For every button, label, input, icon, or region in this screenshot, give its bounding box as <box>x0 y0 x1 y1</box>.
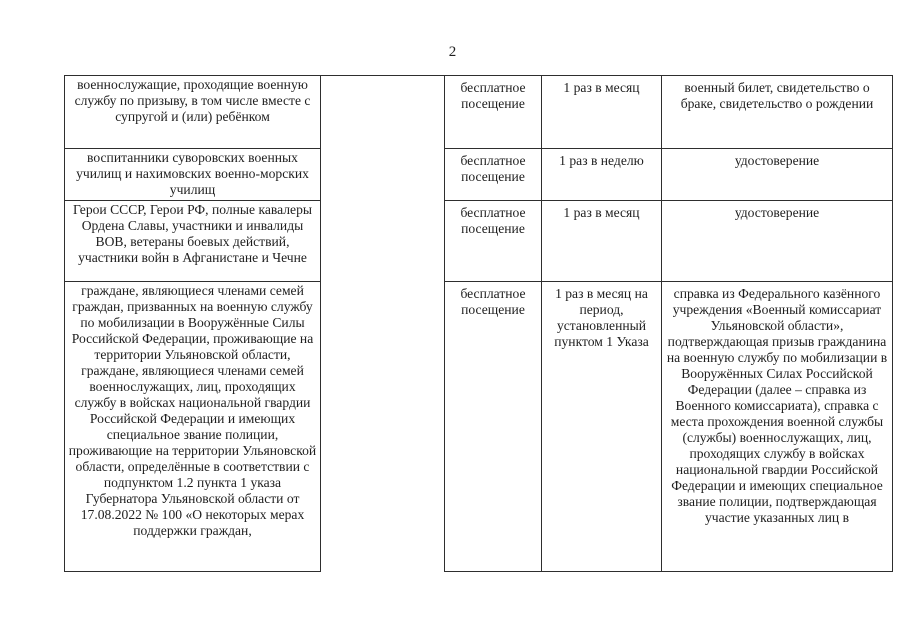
table-row <box>65 282 893 572</box>
category-cell: Герои СССР, Герои РФ, полные кавалеры Ордена Славы, участники и инвалиды ВОВ, ветераны боевых действий, участники войн в Афганистане и Чечне <box>65 201 321 282</box>
empty-cell <box>321 282 445 572</box>
visit-cell: бесплатное посещение <box>445 76 542 149</box>
empty-cell <box>321 149 445 201</box>
benefits-table <box>64 75 893 572</box>
frequency-cell: 1 раз в месяц <box>542 76 662 149</box>
category-cell: военнослужащие, проходящие военную службу по призыву, в том числе вместе с супругой и (или) ребёнком <box>65 76 321 149</box>
category-cell: граждане, являющиеся членами семей граждан, призванных на военную службу по мобилизации в Вооружённые Силы Российской Федерации, проживающие на территории Ульяновской области, граждане, являющиеся членами семей военнослужащих, лиц, проходящих службу в войсках национальной гвардии Российской Федерации и имеющих специальное звание полиции, проживающие на территории Ульяновской области, определённые в соответствии с подпунктом 1.2 пункта 1 указа Губернатора Ульяновской области от 17.08.2022 № 100 «О некоторых мерах поддержки граждан, <box>65 282 321 572</box>
table-row <box>65 149 893 201</box>
empty-cell <box>321 76 445 149</box>
table-row <box>65 201 893 282</box>
frequency-cell: 1 раз в неделю <box>542 149 662 201</box>
visit-cell: бесплатное посещение <box>445 149 542 201</box>
visit-cell: бесплатное посещение <box>445 201 542 282</box>
table-row <box>65 76 893 149</box>
documents-cell: удостоверение <box>662 201 893 282</box>
documents-cell: военный билет, свидетельство о браке, свидетельство о рождении <box>662 76 893 149</box>
frequency-cell: 1 раз в месяц на период, установленный пунктом 1 Указа <box>542 282 662 572</box>
empty-cell <box>321 201 445 282</box>
category-cell: воспитанники суворовских военных училищ и нахимовских военно-морских училищ <box>65 149 321 201</box>
page-number: 2 <box>448 44 457 60</box>
documents-cell: справка из Федерального казённого учреждения «Военный комиссариат Ульяновской области», подтверждающая призыв гражданина на военную службу по мобилизации в Вооружённых Силах Российской Федерации (далее – справка из Военного комиссариата), справка с места прохождения военной службы (службы) военнослужащих, лиц, проходящих службу в войсках национальной гвардии Российской Федерации и имеющих специальное звание полиции, подтверждающая участие указанных лиц в <box>662 282 893 572</box>
frequency-cell: 1 раз в месяц <box>542 201 662 282</box>
visit-cell: бесплатное посещение <box>445 282 542 572</box>
documents-cell: удостоверение <box>662 149 893 201</box>
